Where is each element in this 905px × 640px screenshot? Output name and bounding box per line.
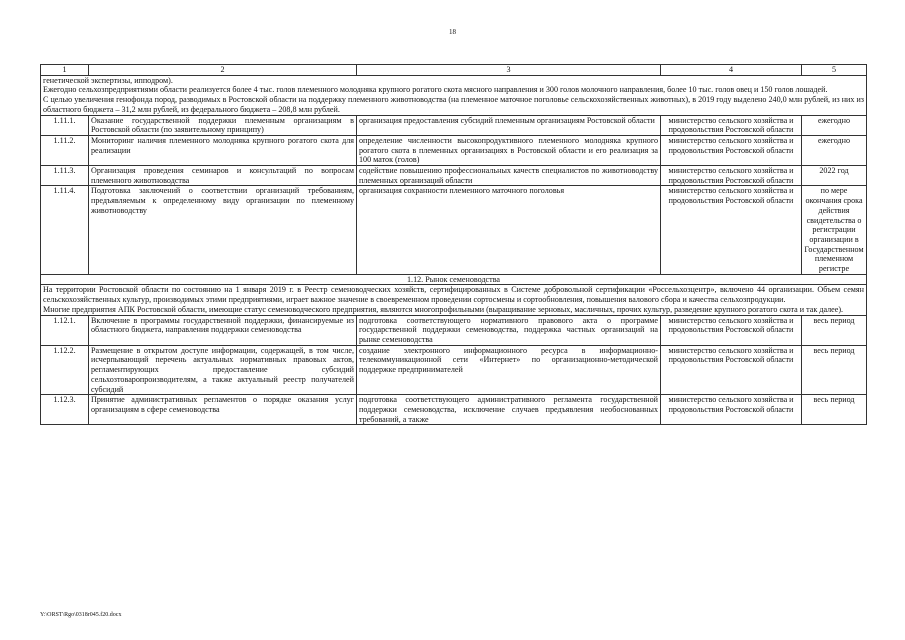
row-result: создание электронного информационного ресурса в информационно-телекоммуникационной сети «Интернет» по организационно-методической поддержке предпринимателей — [357, 345, 661, 395]
section-paragraph: Многие предприятия АПК Ростовской области, имеющие статус семеноводческого предприятия, являются многопрофильными (выращивание зерновых, масличных, прочих культур, разведение крупного рогатого скота и так далее). — [43, 304, 844, 314]
row-measure: Мониторинг наличия племенного молодняка крупного рогатого скота для реализации — [89, 135, 357, 165]
table-row — [41, 115, 867, 135]
row-number: 1.12.3. — [41, 395, 89, 425]
row-number: 1.12.2. — [41, 345, 89, 395]
column-header: 5 — [802, 65, 867, 76]
section-title: 1.12. Рынок семеноводства — [41, 274, 867, 285]
table-row — [41, 315, 867, 345]
intro-paragraph: генетической экспертизы, ипподром). — [43, 75, 173, 85]
row-result: содействие повышению профессиональных качеств специалистов по животноводству племенных организаций области — [357, 166, 661, 186]
intro-paragraph: С целью увеличения генофонда пород, разводимых в Ростовской области на поддержку племенного животноводства (на племенное маточное поголовье сельскохозяйственных животных), в 2019 году выделено 240,0 млн рублей, из них из областного бюджета – 31,2 млн рублей, из федерального бюджета – 208,8 млн рублей. — [43, 95, 864, 114]
row-measure: Включение в программы государственной поддержки, финансируемые из областного бюджета, направления поддержки семеноводства — [89, 315, 357, 345]
row-number: 1.11.2. — [41, 135, 89, 165]
row-term: весь период — [802, 315, 867, 345]
row-executor: министерство сельского хозяйства и продовольствия Ростовской области — [661, 166, 802, 186]
row-executor: министерство сельского хозяйства и продовольствия Ростовской области — [661, 395, 802, 425]
table-row — [41, 166, 867, 186]
column-header: 2 — [89, 65, 357, 76]
table-row — [41, 395, 867, 425]
row-number: 1.11.1. — [41, 115, 89, 135]
page-number: 18 — [449, 28, 456, 36]
row-measure: Подготовка заключений о соответствии организаций требованиям, предъявляемым к определенному виду организации по племенному животноводству — [89, 186, 357, 274]
row-executor: министерство сельского хозяйства и продовольствия Ростовской области — [661, 115, 802, 135]
row-number: 1.11.3. — [41, 166, 89, 186]
row-term: ежегодно — [802, 115, 867, 135]
row-executor: министерство сельского хозяйства и продовольствия Ростовской области — [661, 135, 802, 165]
row-term: весь период — [802, 345, 867, 395]
row-result: подготовка соответствующего нормативного правового акта о программе государственной поддержки семеноводства, поддержка частных организаций на рынке семеноводства — [357, 315, 661, 345]
section-heading-row — [41, 274, 867, 285]
table-row — [41, 345, 867, 395]
section-paragraph: На территории Ростовской области по состоянию на 1 января 2019 г. в Реестр семеноводческих хозяйств, сертифицированных в Системе добровольной сертификации «Россельхозцентр», включено 44 организации. Объем семян сельскохозяйственных культур, производимых этими предприятиями, играет важное значение в своевременном проведении сортосмены и сортообновления, повышения валового сбора и качества сельхозпродукции. — [43, 285, 864, 305]
column-header: 4 — [661, 65, 802, 76]
intro-text-cell — [41, 75, 867, 115]
row-result: подготовка соответствующего административного регламента государственной поддержки семеноводства, исключение случаев предъявления необоснованных требований, а также — [357, 395, 661, 425]
row-executor: министерство сельского хозяйства и продовольствия Ростовской области — [661, 315, 802, 345]
footer-file-path: Y:\ORST\Rgo\0318r045.f20.docx — [40, 612, 122, 618]
column-header-row — [41, 65, 867, 76]
row-term: 2022 год — [802, 166, 867, 186]
row-result: организация сохранности племенного маточного поголовья — [357, 186, 661, 274]
column-header: 1 — [41, 65, 89, 76]
row-measure: Оказание государственной поддержки племенным организациям в Ростовской области (по заявительному принципу) — [89, 115, 357, 135]
row-executor: министерство сельского хозяйства и продовольствия Ростовской области — [661, 186, 802, 274]
section-text-row — [41, 285, 867, 315]
row-result: организация предоставления субсидий племенным организациям Ростовской области — [357, 115, 661, 135]
table-row — [41, 135, 867, 165]
intro-paragraph: Ежегодно сельхозпредприятиями области реализуется более 4 тыс. голов племенного молодняка крупного рогатого скота мясного направления и 300 голов молочного направления, более 10 тыс. голов овец и 150 голов лошадей. — [43, 85, 828, 95]
column-header: 3 — [357, 65, 661, 76]
row-measure: Принятие административных регламентов о порядке оказания услуг организациям в сфере семеноводства — [89, 395, 357, 425]
table-row — [41, 186, 867, 274]
row-result: определение численности высокопродуктивного племенного молодняка крупного рогатого скота в племенных организациях в Ростовской области и его реализация за 100 маток (голов) — [357, 135, 661, 165]
row-executor: министерство сельского хозяйства и продовольствия Ростовской области — [661, 345, 802, 395]
row-term: по мере окончания срока действия свидетельства о регистрации организации в Государственном племенном регистре — [802, 186, 867, 274]
measures-table — [40, 64, 867, 425]
intro-row — [41, 75, 867, 115]
row-measure: Организация проведения семинаров и консультаций по вопросам племенного животноводства — [89, 166, 357, 186]
row-term: ежегодно — [802, 135, 867, 165]
section-text-cell — [41, 285, 867, 315]
row-measure: Размещение в открытом доступе информации, содержащей, в том числе, исчерпывающий перечень актуальных нормативных правовых актов, регламентирующих предоставление субсидий сельхозтоваропроизводителям, а также актуальный реестр получателей субсидий — [89, 345, 357, 395]
row-number: 1.12.1. — [41, 315, 89, 345]
row-number: 1.11.4. — [41, 186, 89, 274]
row-term: весь период — [802, 395, 867, 425]
